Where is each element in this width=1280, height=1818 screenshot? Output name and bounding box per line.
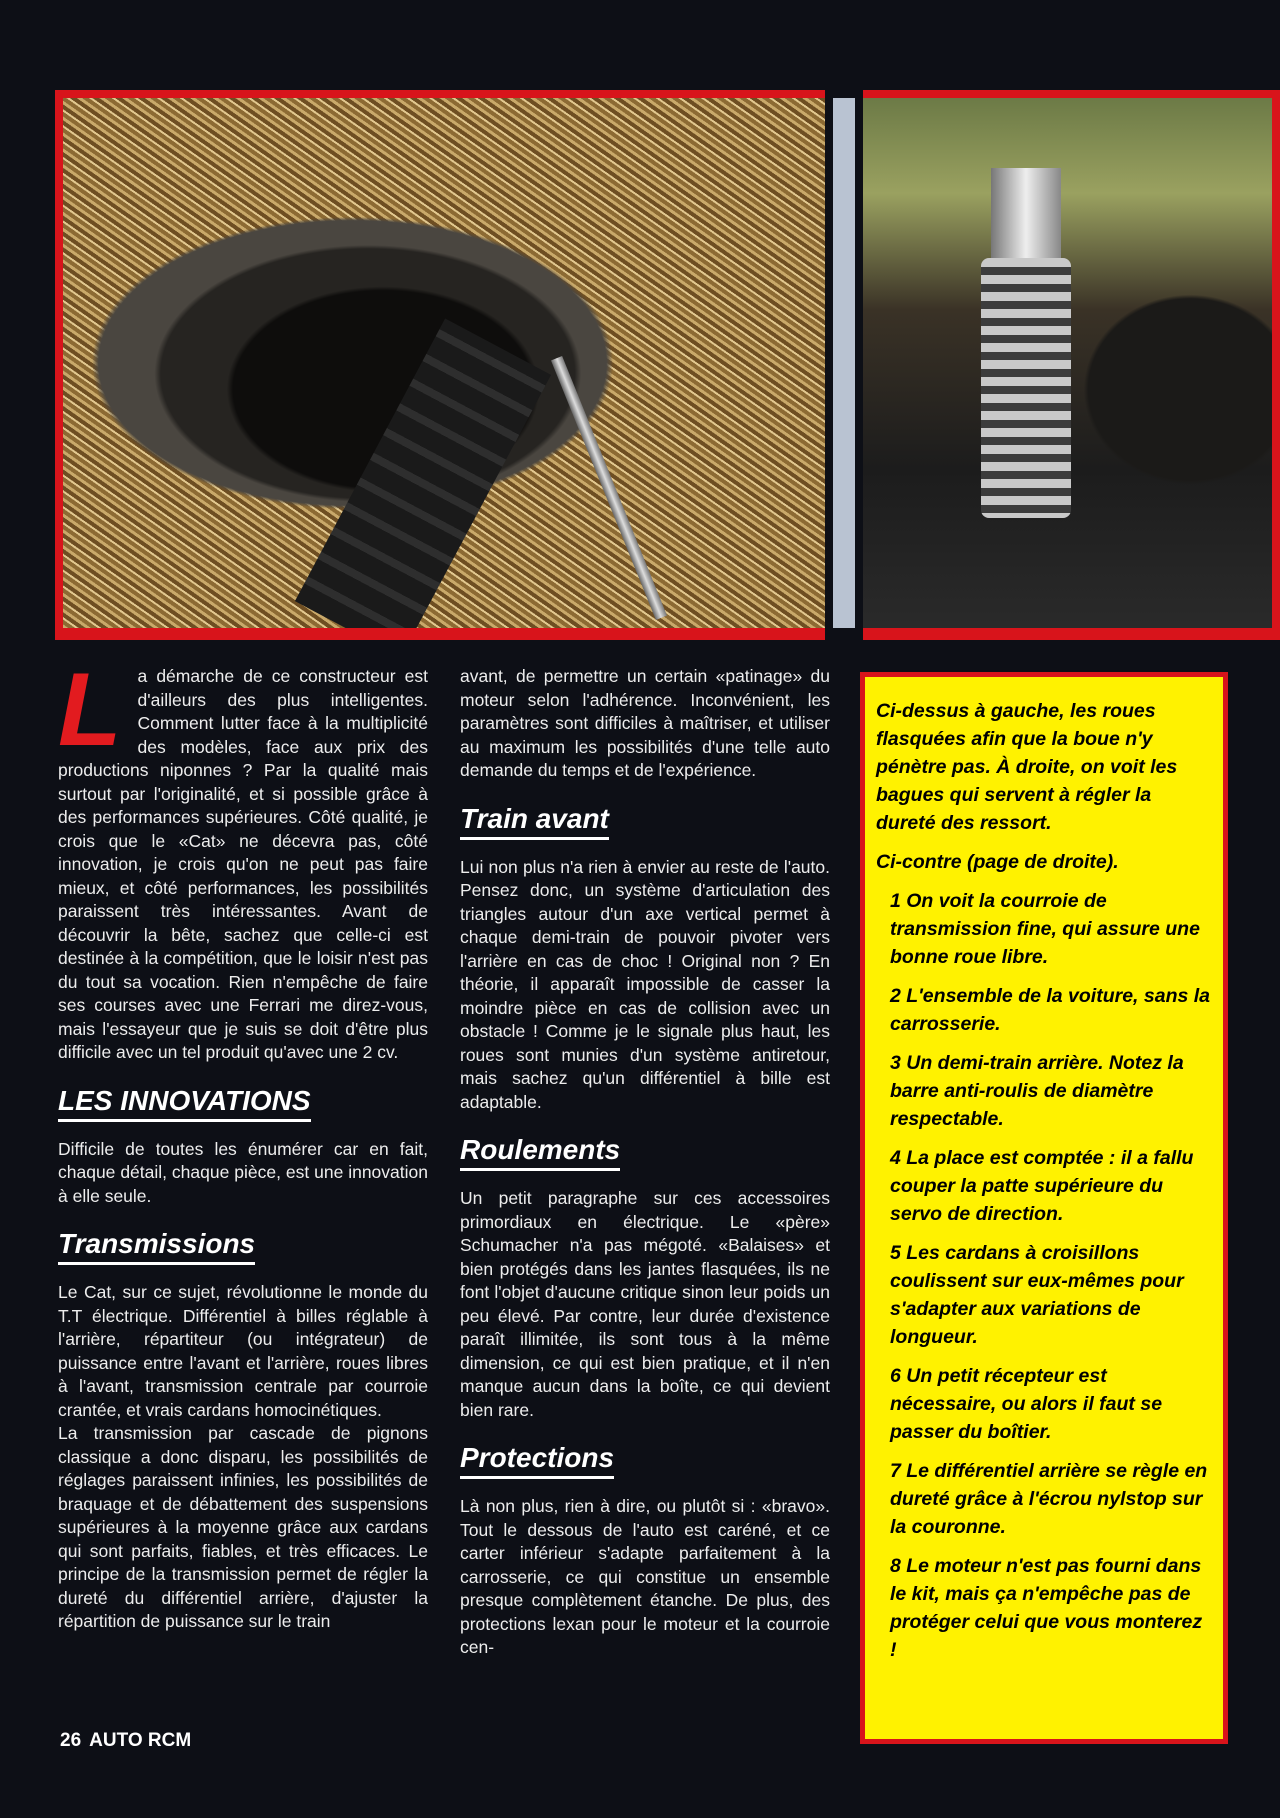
- caption-item: 1 On voit la courroie de transmission fine, qui assure une bonne roue libre.: [890, 890, 1200, 968]
- article-column-2: [460, 665, 830, 1660]
- caption-box: [860, 672, 1228, 1744]
- heading-roulements: Roulements: [460, 1134, 620, 1171]
- intro-paragraph: [58, 652, 428, 1065]
- photo-divider: [825, 90, 863, 640]
- magazine-name: AUTO RCM: [89, 1730, 192, 1751]
- train-avant-text: Lui non plus n'a rien à envier au reste de l'auto. Pensez donc, un système d'articulation des triangles autour d'un axe vertical permet à chaque demi-train de pouvoir pivoter vers l'arrière en cas de choc ! Original non ? En théorie, il apparaît impossible de casser la moindre pièce en cas de collision avec un obstacle ! Comme je le signale plus haut, les roues sont munies d'un système antiretour, mais sachez qu'un différentiel à bille est adaptable.: [460, 856, 830, 1112]
- caption-item: 8 Le moteur n'est pas fourni dans le kit, mais ça n'empêche pas de protéger celui que vous monterez !: [890, 1555, 1203, 1661]
- suspension-arm: [295, 319, 551, 628]
- page-number: 26: [60, 1730, 82, 1751]
- caption-intro: Ci-dessus à gauche, les roues flasquées afin que la boue n'y pénètre pas. À droite, on voit les bagues qui servent à régler la dureté des ressort.: [876, 700, 1178, 834]
- intro-text: a démarche de ce constructeur est d'ailleurs des plus intelligentes. Comment lutter face à la multiplicité des modèles, face aux prix des productions niponnes ? Par la qualité mais surtout par l'originalité, et si possible grâce à des performances supérieures. Côté qualité, je crois que le «Cat» ne décevra pas, côté innovation, je crois qu'on ne peut pas faire mieux, et côté performances, les possibilités paraissent très intéressantes. Avant de découvrir la bête, sachez que celle-ci est destinée à la compétition, que le loisir n'est pas du tout sa vocation. Rien n'empêche de faire ses courses avec une Ferrari me direz-vous, mais l'essayeur que je suis se doit d'être plus difficile avec un tel produit qu'avec une 2 cv.: [58, 666, 428, 1062]
- drive-shaft: [551, 356, 667, 620]
- drop-cap: L: [58, 652, 122, 768]
- heading-innovations: LES INNOVATIONS: [58, 1085, 311, 1122]
- transmissions-paragraph-2: La transmission par cascade de pignons classique a donc disparu, les possibilités de réglages paraissent infinies, les possibilités de braquage et de débattement des suspensions supérieures à la moyenne grâce aux cardans qui sont parfaits, fiables, et très efficaces. Le principe de la transmission permet de régler la dureté du différentiel arrière, d'ajuster la répartition de puissance sur le train: [58, 1423, 428, 1631]
- caption-item: 6 Un petit récepteur est nécessaire, ou alors il faut se passer du boîtier.: [890, 1365, 1163, 1443]
- caption-item: 3 Un demi-train arrière. Notez la barre anti-roulis de diamètre respectable.: [890, 1052, 1184, 1130]
- caption-item: 7 Le différentiel arrière se règle en dureté grâce à l'écrou nylstop sur la couronne.: [890, 1460, 1208, 1538]
- page-footer: [60, 1730, 191, 1752]
- transmissions-paragraph-1: Le Cat, sur ce sujet, révolutionne le monde du T.T électrique. Différentiel à billes réglable à l'arrière, répartiteur (ou intégrateur) de puissance entre l'avant et l'arrière, roues libres à l'avant, transmission centrale par courroie crantée, et vrais cardans homocinétiques.: [58, 1282, 428, 1420]
- protections-text: Là non plus, rien à dire, ou plutôt si : «bravo». Tout le dessous de l'auto est caréné, et ce carter inférieur s'adapte parfaitement à la carrosserie, ce qui constitue un ensemble presque complètement étanche. De plus, des protections lexan pour le moteur et la courroie cen-: [460, 1496, 830, 1657]
- photo-shock-absorber: [863, 98, 1272, 628]
- photo-wheel-hub: [63, 98, 825, 628]
- photo-frame: [55, 90, 1280, 640]
- shock-spring: [981, 258, 1071, 518]
- innovations-text: Difficile de toutes les énumérer car en fait, chaque détail, chaque pièce, est une innovation à elle seule.: [58, 1138, 428, 1206]
- heading-transmissions: Transmissions: [58, 1228, 255, 1265]
- caption-item: 5 Les cardans à croisillons coulissent sur eux-mêmes pour s'adapter aux variations de longueur.: [890, 1242, 1184, 1348]
- caption-item: 4 La place est comptée : il a fallu couper la patte supérieure du servo de direction.: [890, 1147, 1194, 1225]
- article-column-1: [58, 652, 428, 1634]
- heading-train-avant: Train avant: [460, 803, 609, 840]
- caption-item: 2 L'ensemble de la voiture, sans la carrosserie.: [890, 985, 1211, 1035]
- heading-protections: Protections: [460, 1442, 614, 1479]
- roulements-text: Un petit paragraphe sur ces accessoires primordiaux en électrique. Le «père» Schumacher n'a pas mégoté. «Balaises» et bien protégés dans les jantes flasquées, ils ne font l'objet d'aucune critique sinon leur poids un peu élevé. Par contre, leur durée d'existence paraît illimitée, ils sont tous à la même dimension, ce qui est bien pratique, et il n'en manque aucun dans la boîte, ce qui devient bien rare.: [460, 1188, 830, 1420]
- column-2-lead: avant, de permettre un certain «patinage» du moteur selon l'adhérence. Inconvénient, les paramètres sont difficiles à maîtriser, et utiliser au maximum les possibilités d'une telle auto demande du temps et de l'expérience.: [460, 666, 830, 780]
- caption-reference: Ci-contre (page de droite).: [876, 851, 1119, 873]
